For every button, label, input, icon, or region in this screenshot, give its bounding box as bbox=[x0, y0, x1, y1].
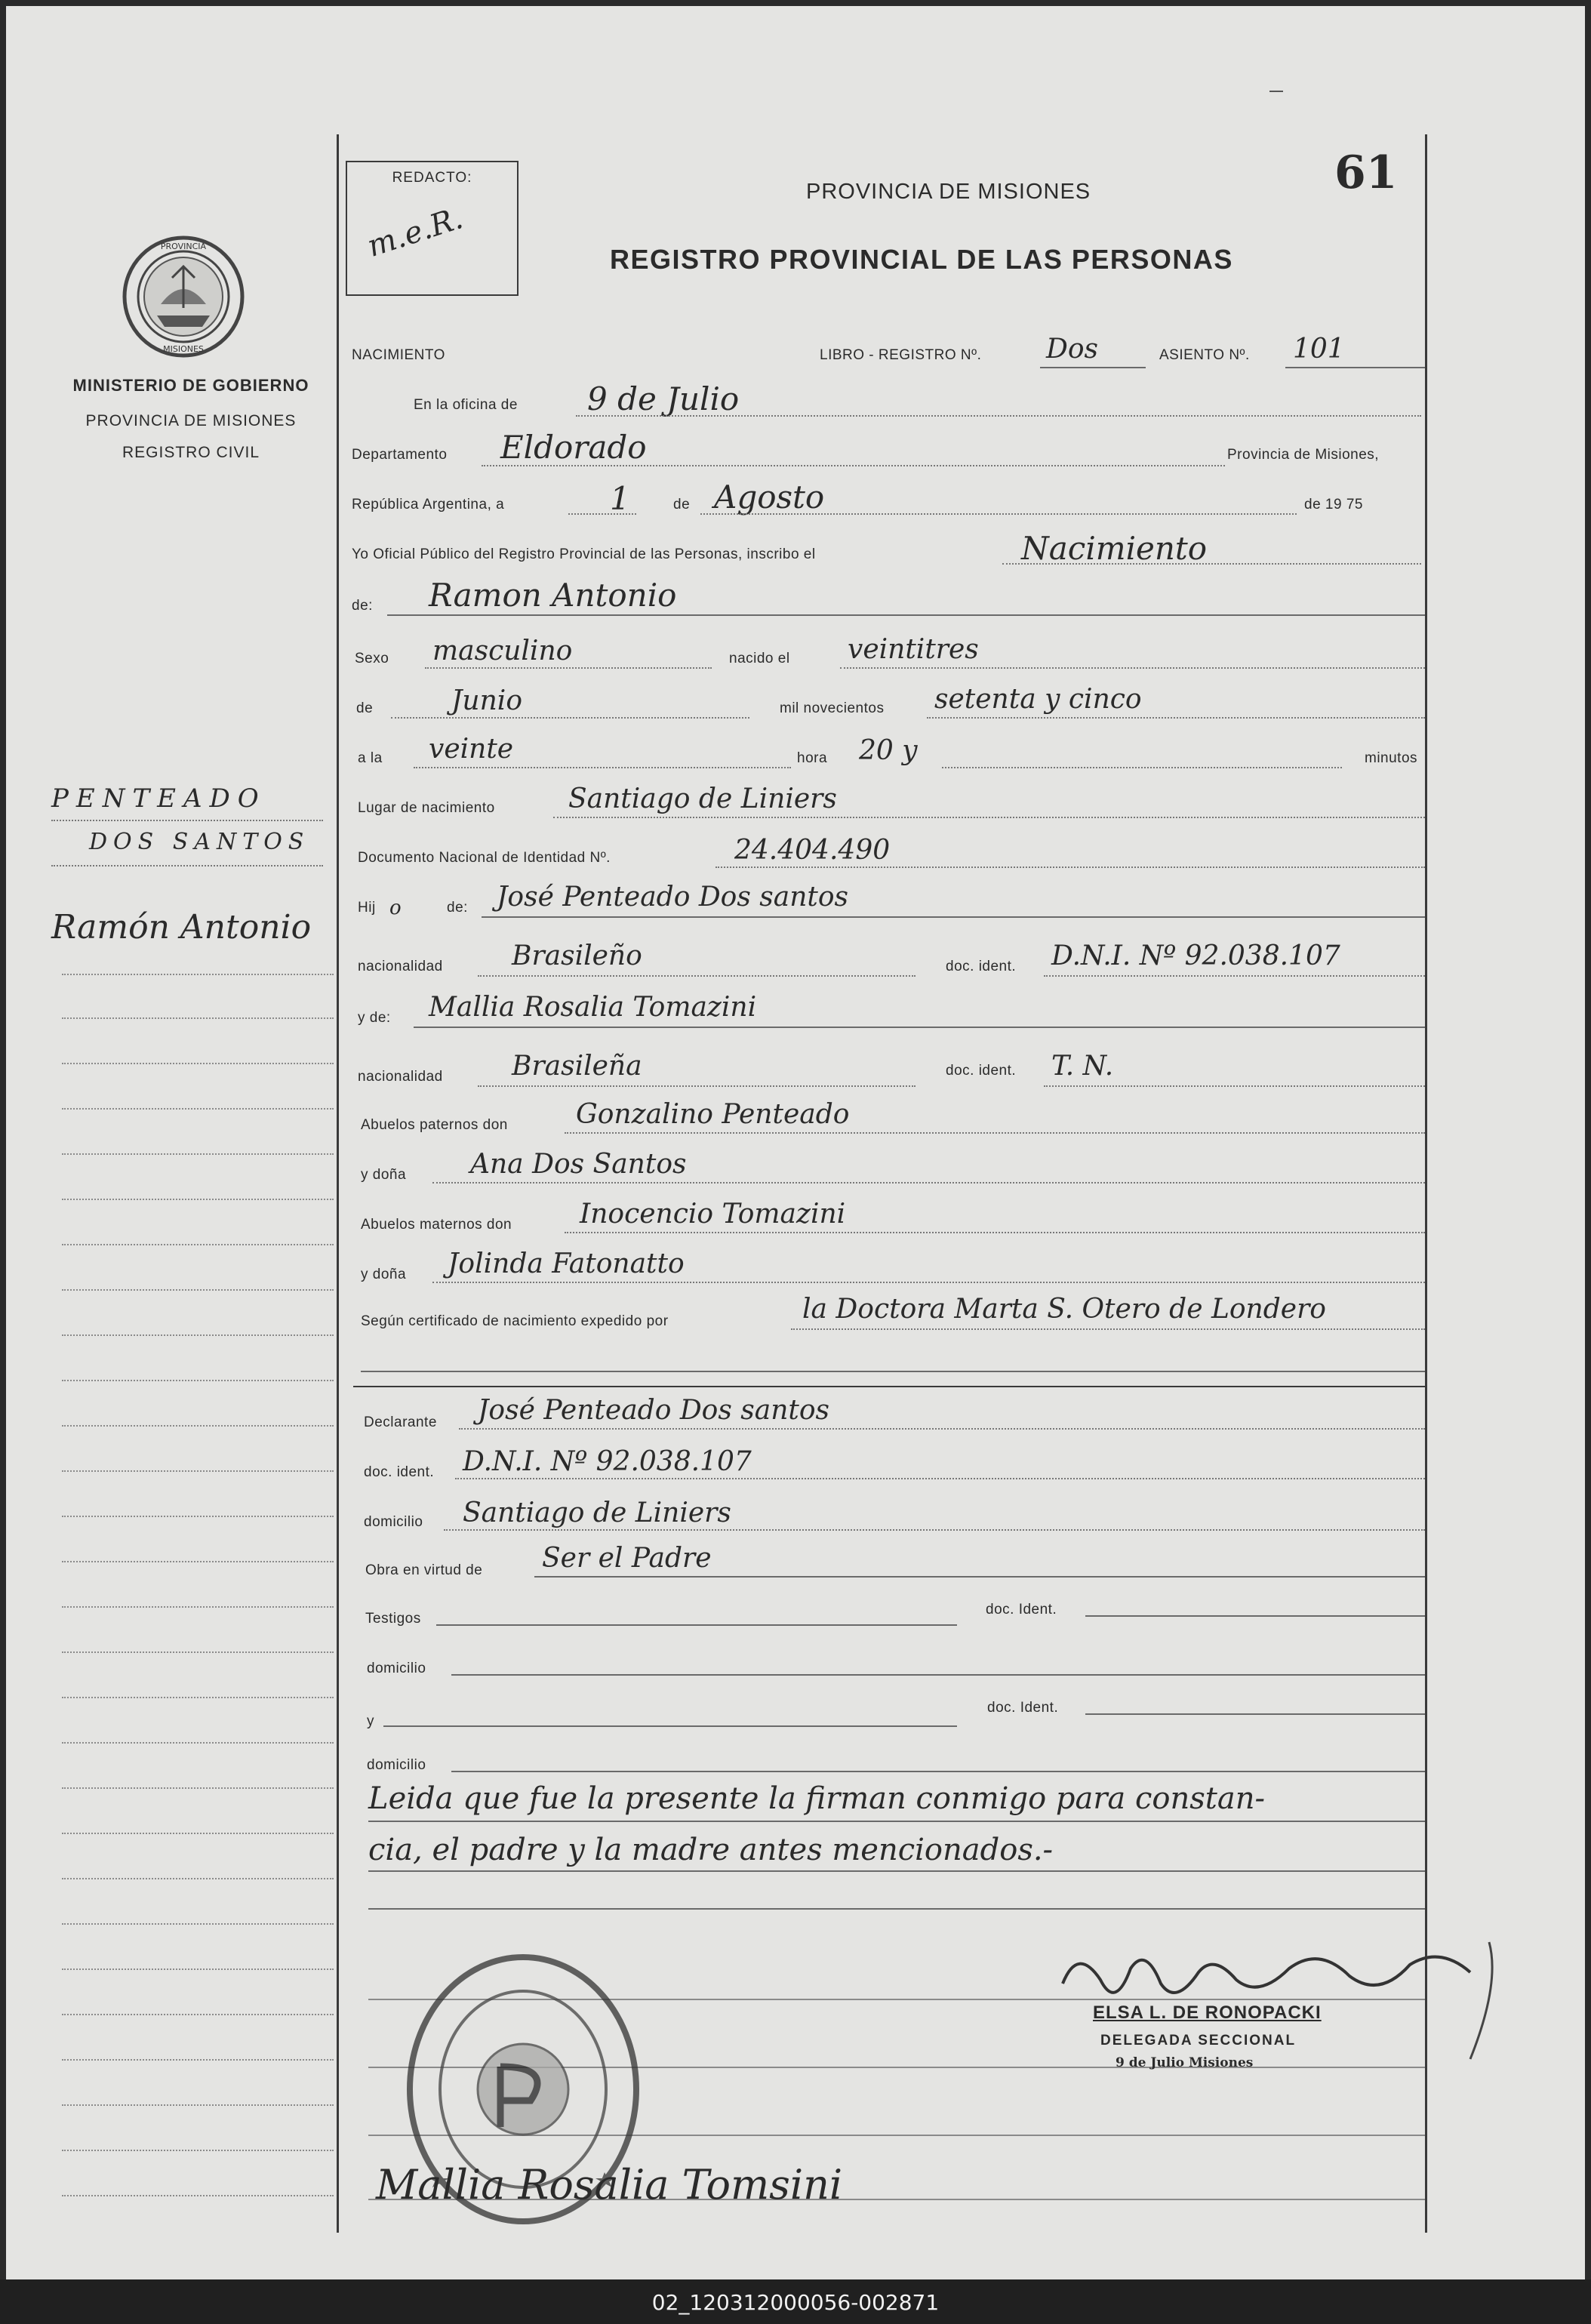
image-caption: 02_120312000056-002871 bbox=[651, 2290, 940, 2315]
corner-mark bbox=[1269, 91, 1283, 92]
padre-nacionalidad-label: nacionalidad bbox=[358, 959, 443, 974]
margin-surname: PENTEADO bbox=[51, 783, 266, 814]
lugar-label: Lugar de nacimiento bbox=[358, 800, 495, 816]
crest-bottom-text: MISIONES bbox=[163, 344, 204, 354]
underline bbox=[383, 1725, 957, 1727]
madre-label: y de: bbox=[358, 1010, 391, 1026]
mes-nac-label: de bbox=[356, 700, 374, 716]
underline bbox=[482, 465, 1225, 466]
registry-title: REGISTRO PROVINCIAL DE LAS PERSONAS bbox=[610, 244, 1233, 275]
testigo2-doc-label: doc. Ident. bbox=[987, 1700, 1059, 1716]
margin-rule bbox=[62, 1742, 334, 1744]
underline bbox=[368, 1870, 1425, 1872]
provincia-suffix: Provincia de Misiones, bbox=[1227, 447, 1380, 463]
mes-nac-value: Junio bbox=[451, 685, 522, 716]
underline bbox=[1044, 975, 1425, 977]
margin-rule bbox=[62, 2150, 334, 2151]
underline bbox=[565, 1232, 1425, 1233]
hora-label: hora bbox=[797, 750, 828, 766]
declarante-value: José Penteado Dos santos bbox=[478, 1395, 830, 1426]
margin-rule bbox=[62, 1289, 334, 1291]
padre-doc-value: D.N.I. Nº 92.038.107 bbox=[1051, 940, 1340, 971]
de-label: de bbox=[673, 497, 691, 513]
margin-rule bbox=[62, 1153, 334, 1155]
coat-of-arms-icon bbox=[119, 232, 248, 361]
official-title: DELEGADA SECCIONAL bbox=[1100, 2033, 1297, 2049]
underline bbox=[414, 767, 791, 768]
margin-rule bbox=[51, 820, 323, 821]
abuela-paterna-value: Ana Dos Santos bbox=[470, 1149, 687, 1180]
underline bbox=[1040, 367, 1146, 368]
underline bbox=[1085, 1713, 1425, 1715]
province-title: PROVINCIA DE MISIONES bbox=[806, 180, 1091, 204]
underline bbox=[482, 916, 1425, 918]
padre-nacionalidad-value: Brasileño bbox=[512, 940, 642, 971]
ministry-registry: REGISTRO CIVIL bbox=[122, 444, 260, 461]
sexo-label: Sexo bbox=[355, 651, 389, 666]
page-number: 61 bbox=[1334, 146, 1398, 199]
asiento-label: ASIENTO Nº. bbox=[1159, 347, 1250, 363]
testigo2-y-label: y bbox=[367, 1713, 374, 1729]
hijo-label: Hij bbox=[358, 900, 376, 916]
underline bbox=[576, 415, 1421, 417]
underline bbox=[791, 1328, 1425, 1330]
departamento-label: Departamento bbox=[352, 447, 448, 463]
underline bbox=[414, 1027, 1425, 1028]
margin-rule bbox=[62, 1651, 334, 1653]
oficina-label: En la oficina de bbox=[414, 397, 518, 413]
margin-rule bbox=[62, 1923, 334, 1925]
margin-rule bbox=[62, 1199, 334, 1200]
underline bbox=[436, 1624, 957, 1626]
obra-label: Obra en virtud de bbox=[365, 1562, 483, 1578]
oficina-value: 9 de Julio bbox=[587, 380, 740, 417]
underline bbox=[927, 717, 1425, 719]
abuelos-paternos-label: Abuelos paternos don bbox=[361, 1117, 508, 1133]
underline bbox=[459, 1428, 1425, 1430]
inscripcion-value: Nacimiento bbox=[1021, 530, 1208, 567]
mil-label: mil novecientos bbox=[780, 700, 885, 716]
redacto-initials: m.e.R. bbox=[363, 201, 467, 264]
minutos-label: minutos bbox=[1365, 750, 1418, 766]
padre-value: José Penteado Dos santos bbox=[497, 882, 849, 913]
section-divider bbox=[353, 1386, 1425, 1387]
nombre-label: de: bbox=[352, 598, 373, 614]
underline bbox=[425, 667, 712, 669]
abuela-paterna-label: y doña bbox=[361, 1167, 407, 1183]
underline bbox=[700, 513, 1297, 515]
abuelo-materno-value: Inocencio Tomazini bbox=[580, 1199, 846, 1230]
underline bbox=[361, 1371, 1425, 1372]
underline bbox=[391, 717, 749, 719]
margin-rule bbox=[62, 1108, 334, 1110]
hora-value: veinte bbox=[429, 734, 514, 765]
departamento-value: Eldorado bbox=[500, 429, 647, 466]
ministry-province: PROVINCIA DE MISIONES bbox=[85, 412, 297, 429]
underline bbox=[1044, 1085, 1425, 1087]
hora-num: 20 y bbox=[859, 735, 918, 766]
crest-top-text: PROVINCIA bbox=[160, 242, 207, 251]
lugar-value: Santiago de Liniers bbox=[568, 783, 837, 814]
underline bbox=[715, 866, 1425, 868]
margin-rule bbox=[62, 1470, 334, 1472]
madre-doc-value: T. N. bbox=[1051, 1051, 1114, 1082]
footer-bar bbox=[0, 2279, 1591, 2324]
underline bbox=[1085, 1615, 1425, 1617]
margin-rule bbox=[62, 1516, 334, 1517]
official-office: 9 de Julio Misiones bbox=[1116, 2055, 1254, 2070]
right-frame-line bbox=[1425, 134, 1427, 2233]
dni-label: Documento Nacional de Identidad Nº. bbox=[358, 850, 611, 866]
declarante-domicilio-label: domicilio bbox=[364, 1514, 423, 1530]
margin-rule bbox=[51, 865, 323, 866]
abuela-materna-value: Jolinda Fatonatto bbox=[448, 1248, 685, 1279]
anio-nac-value: setenta y cinco bbox=[934, 684, 1142, 715]
underline bbox=[1002, 563, 1421, 565]
anio-label: de 19 75 bbox=[1304, 497, 1363, 513]
margin-rule bbox=[62, 1833, 334, 1834]
margin-rule bbox=[62, 1697, 334, 1698]
record-type-label: NACIMIENTO bbox=[352, 347, 445, 363]
underline bbox=[1285, 367, 1425, 368]
madre-nacionalidad-value: Brasileña bbox=[512, 1051, 642, 1082]
mother-signature: Mallia Rosalia Tomsini bbox=[376, 2161, 843, 2209]
margin-rule bbox=[62, 1017, 334, 1019]
abuela-materna-label: y doña bbox=[361, 1267, 407, 1282]
testigos-label: Testigos bbox=[365, 1611, 421, 1627]
underline bbox=[387, 614, 1425, 616]
redacto-box bbox=[346, 161, 519, 296]
declarante-label: Declarante bbox=[364, 1414, 437, 1430]
margin-rule bbox=[62, 1380, 334, 1381]
underline bbox=[444, 1529, 1425, 1531]
dia-value: 1 bbox=[610, 480, 630, 517]
testigo1-doc-label: doc. Ident. bbox=[986, 1602, 1057, 1618]
ministry-name: MINISTERIO DE GOBIERNO bbox=[72, 376, 309, 395]
margin-rule bbox=[62, 1787, 334, 1789]
underline bbox=[432, 1182, 1425, 1184]
republica-label: República Argentina, a bbox=[352, 497, 505, 513]
nacido-label: nacido el bbox=[729, 651, 790, 666]
testigo1-domicilio-label: domicilio bbox=[367, 1661, 426, 1676]
madre-nacionalidad-label: nacionalidad bbox=[358, 1069, 443, 1085]
oficial-text: Yo Oficial Público del Registro Provincial de las Personas, inscribo el bbox=[352, 546, 816, 562]
margin-rule bbox=[62, 1063, 334, 1064]
underline bbox=[840, 667, 1425, 669]
asiento-value: 101 bbox=[1293, 334, 1345, 365]
closing-line-2: cia, el padre y la madre antes mencionados.- bbox=[368, 1833, 1054, 1867]
madre-value: Mallia Rosalia Tomazini bbox=[429, 992, 757, 1023]
underline bbox=[942, 767, 1342, 768]
margin-rule bbox=[62, 1606, 334, 1608]
hijo-suffix: o bbox=[389, 897, 402, 919]
margin-rule bbox=[62, 974, 334, 975]
madre-doc-label: doc. ident. bbox=[946, 1063, 1017, 1079]
underline bbox=[368, 1821, 1425, 1822]
declarante-domicilio-value: Santiago de Liniers bbox=[463, 1498, 731, 1528]
margin-rule bbox=[62, 1561, 334, 1562]
nombre-value: Ramon Antonio bbox=[429, 577, 677, 614]
underline bbox=[478, 975, 916, 977]
underline bbox=[451, 1674, 1425, 1676]
mes-value: Agosto bbox=[714, 479, 825, 516]
margin-rule bbox=[62, 1334, 334, 1336]
underline bbox=[478, 1085, 916, 1087]
dni-value: 24.404.490 bbox=[734, 835, 891, 866]
nacido-value: veintitres bbox=[848, 634, 979, 665]
underline bbox=[534, 1576, 1425, 1578]
margin-rule bbox=[62, 2104, 334, 2106]
margin-given-names: Ramón Antonio bbox=[51, 908, 312, 947]
margin-rule bbox=[62, 1878, 334, 1879]
libro-label: LIBRO - REGISTRO Nº. bbox=[820, 347, 982, 363]
underline bbox=[455, 1478, 1425, 1479]
underline bbox=[565, 1132, 1425, 1134]
sexo-value: masculino bbox=[432, 636, 573, 666]
redacto-label: REDACTO: bbox=[392, 170, 472, 186]
underline bbox=[553, 817, 1425, 818]
testigo2-domicilio-label: domicilio bbox=[367, 1757, 426, 1773]
document-page bbox=[6, 6, 1585, 2279]
declarante-doc-label: doc. ident. bbox=[364, 1464, 435, 1480]
underline bbox=[568, 513, 636, 515]
underline bbox=[368, 1908, 1425, 1910]
margin-rule bbox=[62, 2014, 334, 2015]
margin-rule bbox=[62, 1425, 334, 1427]
margin-rule bbox=[62, 2059, 334, 2061]
margin-rule bbox=[62, 2195, 334, 2196]
margin-rule bbox=[62, 1968, 334, 1970]
obra-value: Ser el Padre bbox=[542, 1543, 712, 1574]
margin-second-surname: DOS SANTOS bbox=[89, 829, 310, 855]
underline bbox=[432, 1282, 1425, 1283]
ala-label: a la bbox=[358, 750, 383, 766]
underline bbox=[451, 1771, 1425, 1772]
certificado-value: la Doctora Marta S. Otero de Londero bbox=[802, 1294, 1326, 1325]
abuelo-paterno-value: Gonzalino Penteado bbox=[576, 1099, 850, 1130]
abuelos-maternos-label: Abuelos maternos don bbox=[361, 1217, 512, 1233]
official-name: ELSA L. DE RONOPACKI bbox=[1093, 2002, 1322, 2023]
margin-rule bbox=[62, 1244, 334, 1245]
hijo-de-label: de: bbox=[447, 900, 468, 916]
declarante-doc-value: D.N.I. Nº 92.038.107 bbox=[463, 1446, 752, 1477]
closing-line-1: Leida que fue la presente la firman conmigo para constan- bbox=[368, 1781, 1265, 1816]
libro-value: Dos bbox=[1046, 334, 1099, 365]
padre-doc-label: doc. ident. bbox=[946, 959, 1017, 974]
certificado-label: Según certificado de nacimiento expedido por bbox=[361, 1313, 669, 1329]
